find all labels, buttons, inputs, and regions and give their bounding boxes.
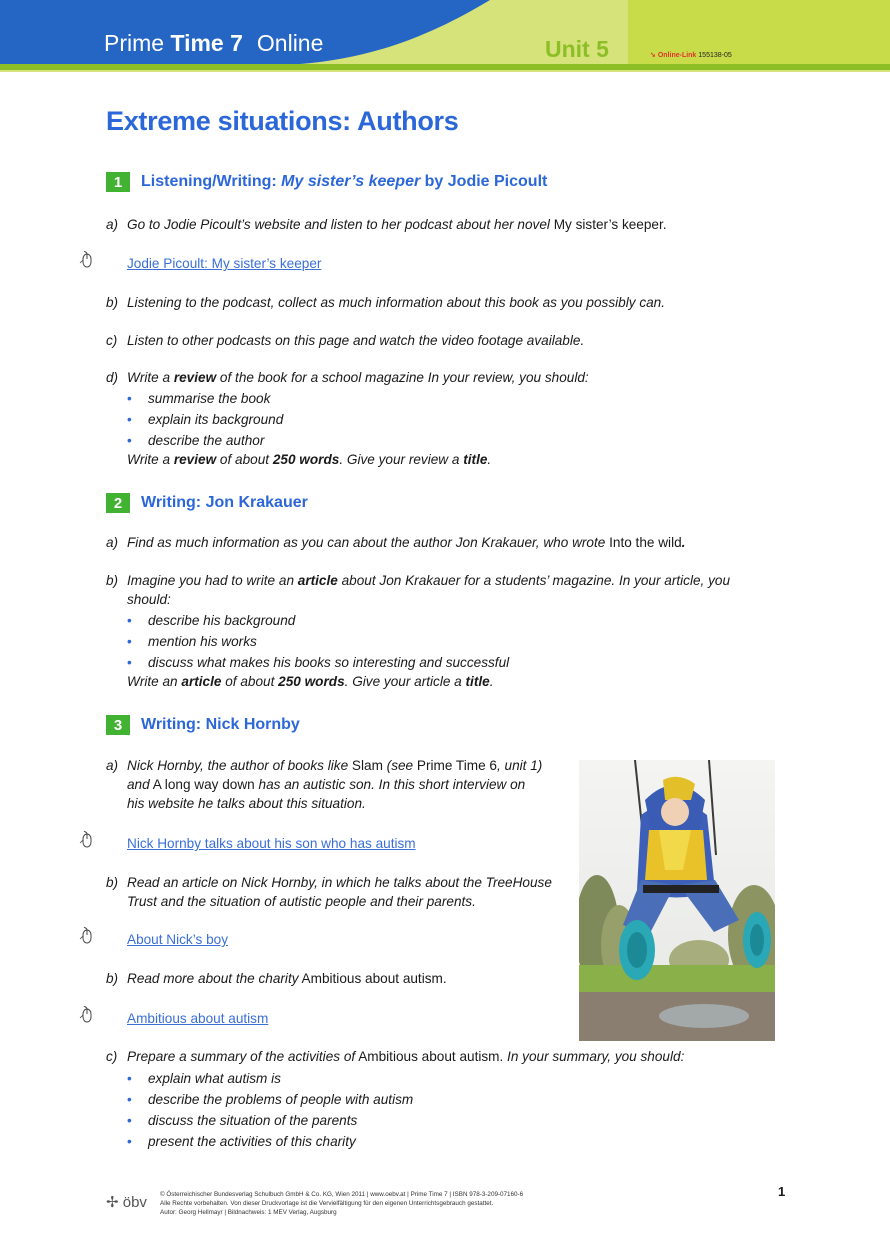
list-item: • discuss what makes his books so interesting and successful: [127, 655, 510, 670]
task-3b-line2: Trust and the situation of autistic people and their parents.: [127, 894, 476, 909]
list-item: • present the activities of this charity: [127, 1134, 356, 1149]
task-2-final: Write an article of about 250 words. Give your article a title.: [127, 674, 494, 689]
list-item: • describe his background: [127, 613, 296, 628]
section-3-heading: [106, 714, 300, 736]
section-2-heading: [106, 492, 308, 514]
footer-copyright: © Österreichischer Bundesverlag Schulbuch GmbH & Co. KG, Wien 2011 | www.oebv.at | Prime Time 7 | ISBN 978-3-209-07160-6 Alle Rechte vorbehalten. Von dieser Druckvorlage ist die Vervielfältigung für den eigenen Unterrichtsgebrauch gestattet. Autor: Georg Hellmayr | Bildnachweis: 1 MEV Verlag, Augsburg: [160, 1191, 524, 1216]
link-ambitious-about-autism[interactable]: Ambitious about autism: [127, 1011, 269, 1026]
task-3a-line3: his website he talks about this situation.: [127, 796, 366, 811]
list-item: • explain what autism is: [127, 1071, 281, 1086]
task-3b: b) Read an article on Nick Hornby, in which he talks about the TreeHouse: [106, 875, 552, 890]
page-number: 1: [778, 1184, 786, 1199]
publisher-logo: ✢ öbv: [106, 1194, 147, 1211]
page-header: [0, 0, 890, 72]
page-title: Extreme situations: Authors: [106, 106, 459, 136]
task-1-final: Write a review of about 250 words. Give your review a title.: [127, 452, 492, 467]
section-title: Listening/Writing: My sister’s keeper by Jodie Picoult: [141, 173, 548, 190]
list-item: • explain its background: [127, 412, 284, 427]
task-1a: a) Go to Jodie Picoult’s website and listen to her podcast about her novel My sister’s keeper.: [106, 217, 667, 232]
list-item: • describe the author: [127, 433, 265, 448]
section-1-heading: [106, 171, 547, 193]
mouse-icon: [79, 1006, 93, 1024]
list-item: • describe the problems of people with autism: [127, 1092, 414, 1107]
task-2b-cont: should:: [127, 592, 171, 607]
arrow-icon: ➘: [650, 52, 656, 59]
unit-label: Unit 5: [545, 36, 609, 62]
list-item: • summarise the book: [127, 391, 271, 406]
list-item: • discuss the situation of the parents: [127, 1113, 358, 1128]
online-link[interactable]: ➘ Online-Link 155138-05: [650, 52, 732, 59]
section-title: Writing: Jon Krakauer: [141, 494, 308, 511]
brand-title: Prime Time 7 Online: [104, 30, 324, 56]
task-3a-line2: and A long way down has an autistic son. In this short interview on: [127, 777, 526, 792]
section-number: 3: [106, 715, 130, 735]
task-1b: b) Listening to the podcast, collect as much information about this book as you possibly can.: [106, 295, 666, 310]
link-jodie-picoult[interactable]: Jodie Picoult: My sister’s keeper: [127, 256, 322, 271]
link-about-nicks-boy[interactable]: About Nick’s boy: [127, 932, 228, 947]
mouse-icon: [79, 831, 93, 849]
task-2b: b) Imagine you had to write an article about Jon Krakauer for a students’ magazine. In your article, you: [106, 573, 731, 588]
mouse-icon: [79, 251, 93, 269]
task-1d: d) Write a review of the book for a school magazine In your review, you should:: [106, 370, 589, 385]
task-3b2: b) Read more about the charity Ambitious about autism.: [106, 971, 447, 986]
child-on-swing-photo: [579, 760, 775, 1041]
task-2a: a) Find as much information as you can about the author Jon Krakauer, who wrote Into the wild.: [106, 535, 686, 550]
section-number: 2: [106, 493, 130, 513]
task-3c: c) Prepare a summary of the activities of Ambitious about autism. In your summary, you should:: [106, 1049, 685, 1064]
section-number: 1: [106, 172, 130, 192]
task-3a: a) Nick Hornby, the author of books like Slam (see Prime Time 6, unit 1): [106, 758, 543, 773]
list-item: • mention his works: [127, 634, 257, 649]
link-nick-hornby-son[interactable]: Nick Hornby talks about his son who has autism: [127, 836, 416, 851]
mouse-icon: [79, 927, 93, 945]
section-title: Writing: Nick Hornby: [141, 716, 300, 733]
task-1c: c) Listen to other podcasts on this page and watch the video footage available.: [106, 333, 585, 348]
